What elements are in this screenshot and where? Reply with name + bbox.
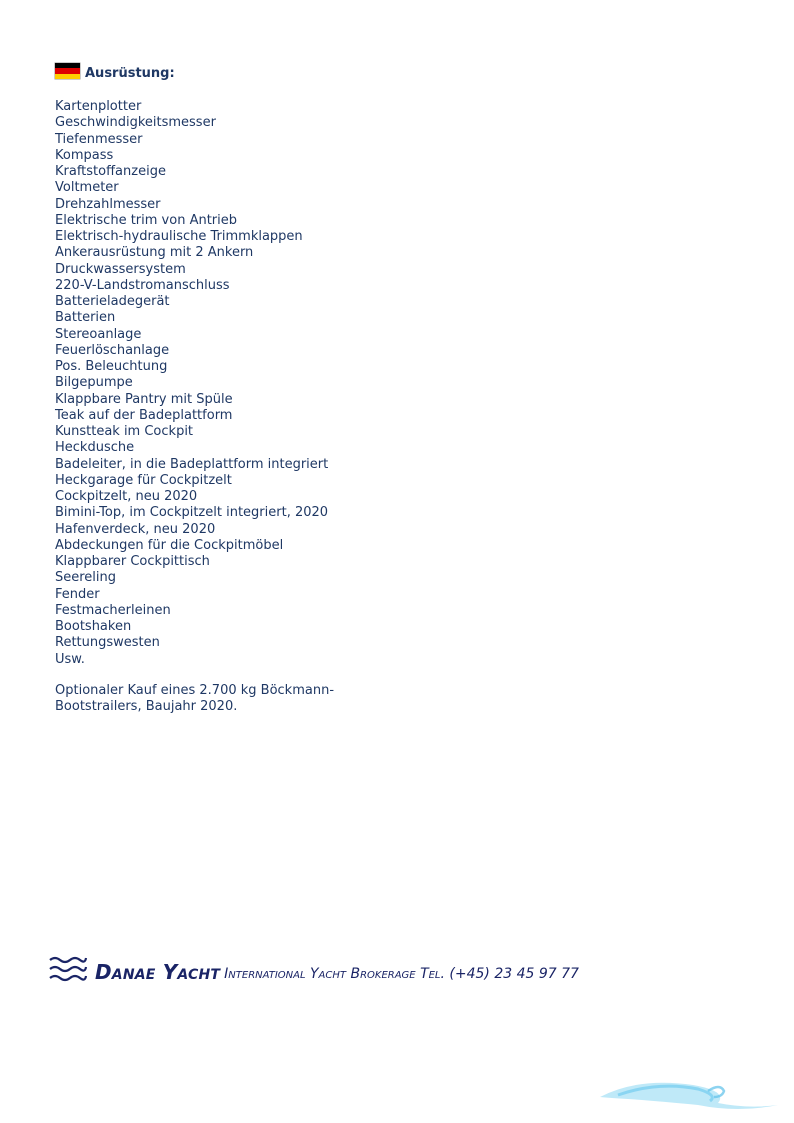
equipment-item: Druckwassersystem [55,261,186,277]
waves-logo-icon [48,954,88,982]
equipment-list [55,99,328,668]
equipment-item: Bilgepumpe [55,375,133,391]
equipment-item: Tiefenmesser [55,131,143,147]
equipment-item: Bimini-Top, im Cockpitzelt integriert, 2020 [55,505,329,521]
equipment-item: Feuerlöschanlage [55,342,170,358]
equipment-item: Kraftstoffanzeige [55,164,166,179]
equipment-item: Kompass [55,147,114,163]
equipment-item: Seereling [55,570,117,586]
equipment-item: Batterien [55,310,116,326]
equipment-item: Cockpitzelt, neu 2020 [55,489,198,504]
equipment-item: Ankerausrüstung mit 2 Ankern [55,245,254,261]
german-flag-icon [55,63,80,79]
trailer-note: Optionaler Kauf eines 2.700 kg Böckmann-Bootstrailers, Baujahr 2020. [55,683,335,715]
equipment-item: Abdeckungen für die Cockpitmöbel [55,537,284,553]
equipment-item: Teak auf der Badeplattform [55,407,233,423]
footer [48,950,579,982]
equipment-item: Drehzahlmesser [55,196,161,212]
equipment-item: Usw. [55,651,85,667]
equipment-item: Rettungswesten [55,635,160,651]
swoosh-watermark-icon [598,1075,780,1113]
section-heading: Ausrüstung: [85,66,175,81]
equipment-item: Klappbarer Cockpittisch [55,554,210,569]
equipment-item: Heckgarage für Cockpitzelt [55,472,232,488]
equipment-item: Bootshaken [55,619,132,634]
equipment-item: Pos. Beleuchtung [55,359,168,374]
equipment-item: Stereoanlage [55,326,142,342]
brand-name: Danae Yacht [95,960,221,984]
equipment-item: Hafenverdeck, neu 2020 [55,521,216,537]
equipment-item: Festmacherleinen [55,602,171,618]
equipment-item: 220-V-Landstromanschluss [55,277,230,293]
equipment-item: Kartenplotter [55,99,142,114]
brand-tagline: International Yacht Brokerage Tel. (+45) 23 45 97 77 [224,966,579,982]
equipment-item: Batterieladegerät [55,294,170,309]
equipment-item: Klappbare Pantry mit Spüle [55,391,233,407]
equipment-item: Geschwindigkeitsmesser [55,115,216,131]
equipment-item: Elektrisch-hydraulische Trimmklappen [55,229,303,244]
equipment-item: Kunstteak im Cockpit [55,424,194,439]
equipment-item: Fender [55,586,100,602]
equipment-item: Badeleiter, in die Badeplattform integriert [55,456,329,472]
equipment-item: Voltmeter [55,180,119,196]
equipment-item: Elektrische trim von Antrieb [55,212,237,228]
equipment-item: Heckdusche [55,440,135,456]
